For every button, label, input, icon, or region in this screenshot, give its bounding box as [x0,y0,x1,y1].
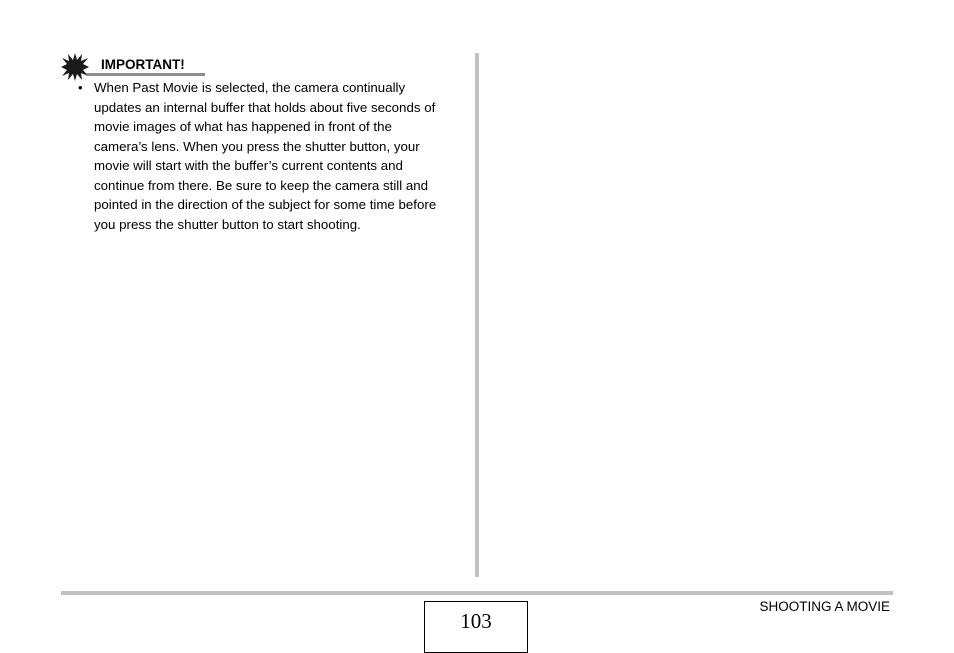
list-item [78,78,458,234]
bullet-line: movie will start with the buffer’s current contents and [94,158,403,173]
bullet-line: camera’s lens. When you press the shutter button, your [94,138,420,154]
bullet-line: continue from there. Be sure to keep the camera still and [94,177,429,193]
section-title: SHOOTING A MOVIE [759,599,890,614]
bullet-line: pointed in the direction of the subject for some time before [94,197,437,212]
bullet-line: you press the shutter button to start shooting. [94,216,361,232]
page-number: 103 [460,609,492,633]
important-bullet-list [78,78,458,234]
important-underline [86,73,205,76]
page-number-box [424,601,528,653]
column-divider [475,53,479,577]
bullet-line: movie images of what has happened in front of the [94,119,392,134]
bullet-line: updates an internal buffer that holds about five seconds of [94,99,436,115]
footer-rule [61,591,893,595]
bullet-marker: • [78,80,83,95]
important-heading: IMPORTANT! [101,57,185,72]
bullet-line: When Past Movie is selected, the camera continually [94,80,406,95]
